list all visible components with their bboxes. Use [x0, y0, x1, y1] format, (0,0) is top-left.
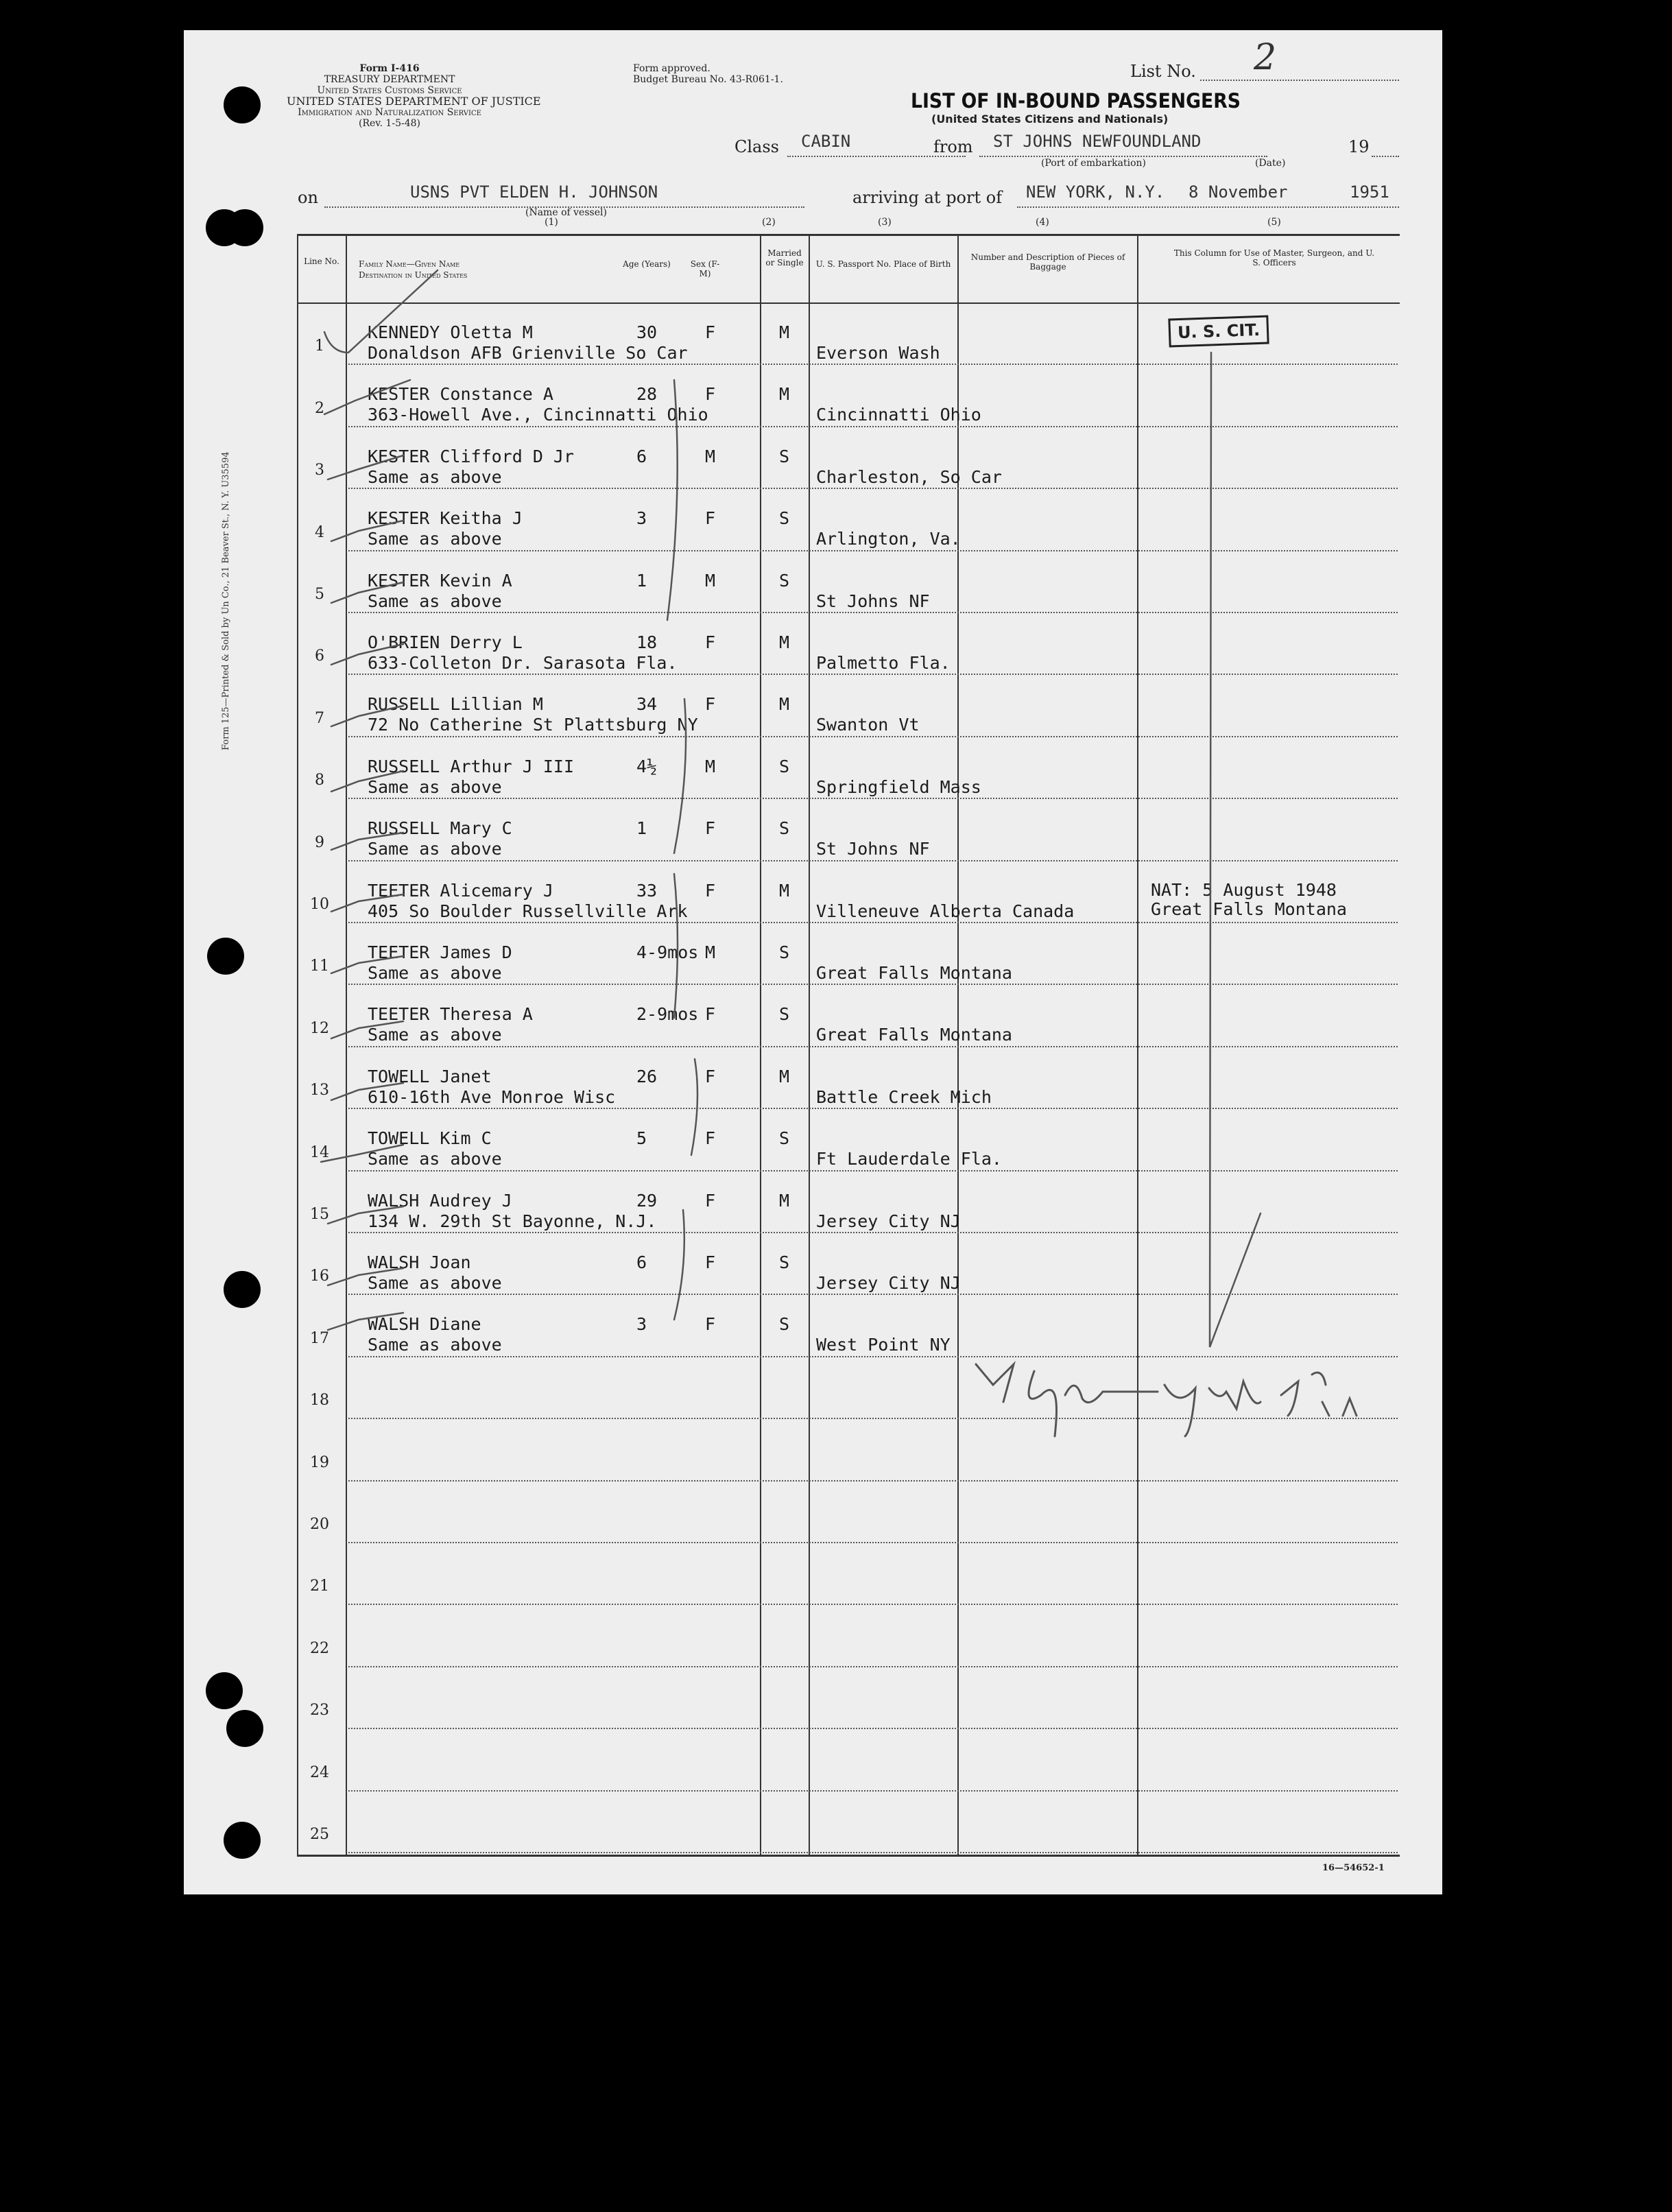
place-of-birth: Ft Lauderdale Fla.: [816, 1149, 1002, 1169]
destination: 610-16th Ave Monroe Wisc: [368, 1086, 616, 1107]
line-number: 10: [310, 895, 329, 913]
marital-status: S: [779, 1004, 790, 1025]
handwriting-overlay: [184, 30, 1442, 1894]
marital-status: M: [779, 1190, 790, 1211]
destination: 363-Howell Ave., Cincinnatti Ohio: [368, 405, 708, 425]
col-header-destination: Destination in United States: [359, 270, 468, 280]
from-label: from: [933, 137, 973, 156]
passenger-name: TEETER Alicemary J: [368, 880, 553, 901]
place-of-birth: Villeneuve Alberta Canada: [816, 901, 1075, 921]
place-of-birth: Cincinnatti Ohio: [816, 405, 981, 425]
check-mark-15: [328, 1206, 403, 1224]
age: 6: [636, 1252, 647, 1272]
place-of-birth: Swanton Vt: [816, 715, 920, 735]
line-number: 5: [315, 585, 324, 603]
sex: F: [705, 508, 716, 529]
form-approved: Form approved.: [633, 63, 710, 74]
age: 29: [636, 1190, 658, 1211]
destination: Same as above: [368, 1273, 502, 1293]
destination: Same as above: [368, 776, 502, 797]
destination: Same as above: [368, 1149, 502, 1169]
page-title: LIST OF IN-BOUND PASSENGERS: [911, 89, 1241, 112]
bracket-kester: [667, 380, 678, 620]
check-mark-16: [328, 1268, 403, 1285]
col-header-sex: Sex (F-M): [690, 259, 720, 278]
list-no-value: 2: [1254, 37, 1277, 78]
year-prefix: 19: [1348, 137, 1370, 156]
destination: 134 W. 29th St Bayonne, N.J.: [368, 1211, 657, 1231]
sex: F: [705, 1128, 716, 1149]
marital-status: S: [779, 1128, 790, 1149]
line-number: 20: [310, 1515, 329, 1533]
line-number: 16: [310, 1268, 329, 1285]
age: 3: [636, 1314, 647, 1335]
marital-status: S: [779, 942, 790, 962]
passenger-name: RUSSELL Lillian M: [368, 694, 543, 715]
col-header-age: Age (Years): [623, 259, 671, 269]
passenger-name: RUSSELL Mary C: [368, 818, 512, 839]
arriving-label: arriving at port of: [852, 188, 1003, 207]
sex: F: [705, 1314, 716, 1335]
destination: Same as above: [368, 963, 502, 983]
class-label: Class: [735, 137, 779, 156]
punch-hole: [226, 209, 263, 246]
sex: F: [705, 322, 716, 342]
age: 4-9mos: [636, 942, 699, 962]
passenger-name: WALSH Audrey J: [368, 1190, 512, 1211]
line-number: 21: [310, 1578, 329, 1595]
age: 5: [636, 1128, 647, 1149]
line-number: 12: [310, 1019, 329, 1037]
line-number: 11: [310, 958, 329, 975]
marital-status: M: [779, 694, 790, 715]
punch-hole: [224, 86, 261, 123]
on-label: on: [298, 188, 318, 207]
age: 3: [636, 508, 647, 529]
sex: F: [705, 632, 716, 652]
port-value: NEW YORK, N.Y.: [1026, 182, 1165, 202]
check-mark-6: [331, 644, 403, 665]
age: 33: [636, 880, 658, 901]
sex: F: [705, 694, 716, 715]
line-number: 22: [310, 1639, 329, 1657]
check-mark-9: [331, 833, 403, 850]
passenger-name: TEETER James D: [368, 942, 512, 962]
line-number: 19: [310, 1453, 329, 1471]
marital-status: S: [779, 570, 790, 591]
check-mark-2: [324, 380, 410, 414]
customs-service: United States Customs Service: [317, 85, 462, 96]
col-header-officers: This Column for Use of Master, Surgeon, and U. S. Officers: [1173, 248, 1375, 267]
age: 28: [636, 384, 658, 405]
check-mark-13: [331, 1083, 403, 1100]
passenger-name: TEETER Theresa A: [368, 1004, 533, 1025]
sex: F: [705, 1252, 716, 1272]
marital-status: S: [779, 446, 790, 466]
marital-status: S: [779, 1252, 790, 1272]
bracket-towell: [691, 1059, 697, 1155]
col-header-line: Line No.: [304, 257, 339, 266]
age: 4½: [636, 756, 658, 776]
check-mark-7: [331, 706, 403, 726]
line-number: 4: [315, 523, 324, 541]
line-number: 6: [315, 647, 324, 665]
age: 30: [636, 322, 658, 342]
place-of-birth: Great Falls Montana: [816, 1025, 1012, 1045]
age: 18: [636, 632, 658, 652]
age: 1: [636, 570, 647, 591]
check-mark-11: [331, 956, 403, 973]
age: 34: [636, 694, 658, 715]
budget-bureau: Budget Bureau No. 43-R061-1.: [633, 74, 783, 85]
check-mark-17: [328, 1313, 403, 1330]
marital-status: M: [779, 1066, 790, 1086]
check-mark-8: [331, 771, 403, 792]
passenger-name: TOWELL Kim C: [368, 1128, 492, 1149]
age: 6: [636, 446, 647, 466]
place-of-birth: Charleston, So Car: [816, 466, 1002, 487]
sex: F: [705, 1190, 716, 1211]
justice-dept: UNITED STATES DEPARTMENT OF JUSTICE: [287, 95, 541, 108]
line-number: 8: [315, 772, 324, 789]
sex: M: [705, 446, 716, 466]
long-check-line: [1210, 353, 1261, 1347]
marital-status: S: [779, 508, 790, 529]
line-number: 3: [315, 462, 324, 479]
sex: M: [705, 942, 716, 962]
destination: Same as above: [368, 466, 502, 487]
punch-hole: [206, 1672, 243, 1709]
punch-hole: [224, 1822, 261, 1859]
place-of-birth: Jersey City NJ: [816, 1273, 961, 1293]
vessel-caption: (Name of vessel): [525, 207, 607, 218]
line-number: 18: [310, 1392, 329, 1410]
footer-code: 16—54652-1: [1322, 1863, 1385, 1873]
passenger-name: O'BRIEN Derry L: [368, 632, 523, 652]
line-number: 24: [310, 1763, 329, 1781]
age: 1: [636, 818, 647, 839]
line-number: 1: [315, 337, 324, 355]
destination: Same as above: [368, 1025, 502, 1045]
marital-status: S: [779, 1314, 790, 1335]
signature-stroke: [976, 1364, 1357, 1436]
bracket-teeter: [674, 874, 678, 1018]
sex: M: [705, 570, 716, 591]
line-number: 15: [310, 1205, 329, 1223]
line-number: 9: [315, 833, 324, 851]
stamp-text: U. S. CIT.: [1177, 320, 1261, 343]
line-number: 25: [310, 1825, 329, 1843]
destination: Donaldson AFB Grienville So Car: [368, 343, 688, 363]
check-mark-1: [324, 270, 438, 353]
check-mark-5: [331, 582, 403, 603]
passenger-name: RUSSELL Arthur J III: [368, 756, 575, 776]
passenger-name: KESTER Keitha J: [368, 508, 523, 529]
line-number: 13: [310, 1082, 329, 1099]
line-number: 14: [310, 1143, 329, 1161]
col-num-1: (1): [545, 217, 558, 228]
sex: M: [705, 756, 716, 776]
passenger-name: WALSH Diane: [368, 1314, 481, 1335]
vessel-value: USNS PVT ELDEN H. JOHNSON: [410, 182, 658, 202]
punch-hole: [226, 1710, 263, 1747]
check-mark-12: [331, 1021, 403, 1038]
bracket-russell: [674, 699, 686, 853]
age: 26: [636, 1066, 658, 1086]
line-number: 7: [315, 709, 324, 727]
page-subtitle: (United States Citizens and Nationals): [931, 112, 1169, 126]
place-of-birth: Palmetto Fla.: [816, 653, 951, 673]
passenger-name: KESTER Constance A: [368, 384, 553, 405]
marital-status: M: [779, 322, 790, 342]
place-of-birth: West Point NY: [816, 1335, 951, 1355]
line-number: 17: [310, 1329, 329, 1347]
from-value: ST JOHNS NEWFOUNDLAND: [993, 132, 1202, 151]
col-header-name: Family Name—Given Name: [359, 259, 460, 269]
form-number: Form I-416: [359, 63, 420, 74]
bracket-walsh: [674, 1210, 684, 1320]
date-caption: (Date): [1255, 158, 1286, 169]
list-no-label: List No.: [1130, 62, 1196, 81]
col-num-4: (4): [1036, 217, 1049, 228]
punch-hole: [224, 1271, 261, 1308]
treasury-dept: TREASURY DEPARTMENT: [324, 74, 455, 85]
marital-status: S: [779, 818, 790, 839]
col-num-3: (3): [878, 217, 892, 228]
marital-status: M: [779, 384, 790, 405]
side-imprint: Form 125—Printed & Sold by Un Co., 21 Beaver St., N. Y. U35594: [221, 451, 231, 750]
punch-hole: [207, 938, 244, 975]
passenger-name: WALSH Joan: [368, 1252, 471, 1272]
sex: F: [705, 818, 716, 839]
col-header-married: Married or Single: [765, 248, 804, 267]
col-header-passport: U. S. Passport No. Place of Birth: [815, 259, 951, 269]
place-of-birth: St Johns NF: [816, 839, 930, 859]
passenger-name: TOWELL Janet: [368, 1066, 492, 1086]
passenger-name: KENNEDY Oletta M: [368, 322, 533, 342]
destination: Same as above: [368, 529, 502, 549]
signature: H H Pulgon Insp. 9:00 AM: [979, 1443, 1108, 1454]
marital-status: M: [779, 880, 790, 901]
year-value: 1951: [1350, 182, 1389, 202]
col-num-5: (5): [1267, 217, 1281, 228]
place-of-birth: Arlington, Va.: [816, 529, 961, 549]
place-of-birth: Springfield Mass: [816, 776, 981, 797]
destination: Same as above: [368, 1335, 502, 1355]
sex: F: [705, 880, 716, 901]
sex: F: [705, 384, 716, 405]
port-embark-caption: (Port of embarkation): [1041, 158, 1146, 169]
check-mark-4: [331, 521, 403, 541]
officer-note: NAT: 5 August 1948 Great Falls Montana: [1151, 879, 1347, 919]
passenger-name: KESTER Clifford D Jr: [368, 446, 575, 466]
sex: F: [705, 1004, 716, 1025]
col-header-baggage: Number and Description of Pieces of Baggage: [970, 252, 1125, 272]
place-of-birth: Great Falls Montana: [816, 963, 1012, 983]
passenger-name: KESTER Kevin A: [368, 570, 512, 591]
place-of-birth: Jersey City NJ: [816, 1211, 961, 1231]
destination: Same as above: [368, 591, 502, 611]
sex: F: [705, 1066, 716, 1086]
ins-service: Immigration and Naturalization Service: [298, 107, 481, 118]
check-mark-10: [331, 894, 403, 912]
marital-status: S: [779, 756, 790, 776]
place-of-birth: St Johns NF: [816, 591, 930, 611]
check-mark-14: [321, 1145, 403, 1162]
destination: 633-Colleton Dr. Sarasota Fla.: [368, 653, 678, 673]
line-number: 23: [310, 1702, 329, 1720]
destination: 72 No Catherine St Plattsburg NY: [368, 715, 698, 735]
place-of-birth: Battle Creek Mich: [816, 1086, 992, 1107]
class-value: CABIN: [801, 132, 851, 151]
line-number: 2: [315, 399, 324, 417]
destination: 405 So Boulder Russellville Ark: [368, 901, 688, 921]
manifest-page: [184, 30, 1442, 1894]
age: 2-9mos: [636, 1004, 699, 1025]
revision: (Rev. 1-5-48): [359, 118, 420, 129]
col-num-2: (2): [762, 217, 776, 228]
destination: Same as above: [368, 839, 502, 859]
place-of-birth: Everson Wash: [816, 343, 940, 363]
date-value: 8 November: [1189, 182, 1288, 202]
check-mark-3: [328, 455, 403, 479]
marital-status: M: [779, 632, 790, 652]
